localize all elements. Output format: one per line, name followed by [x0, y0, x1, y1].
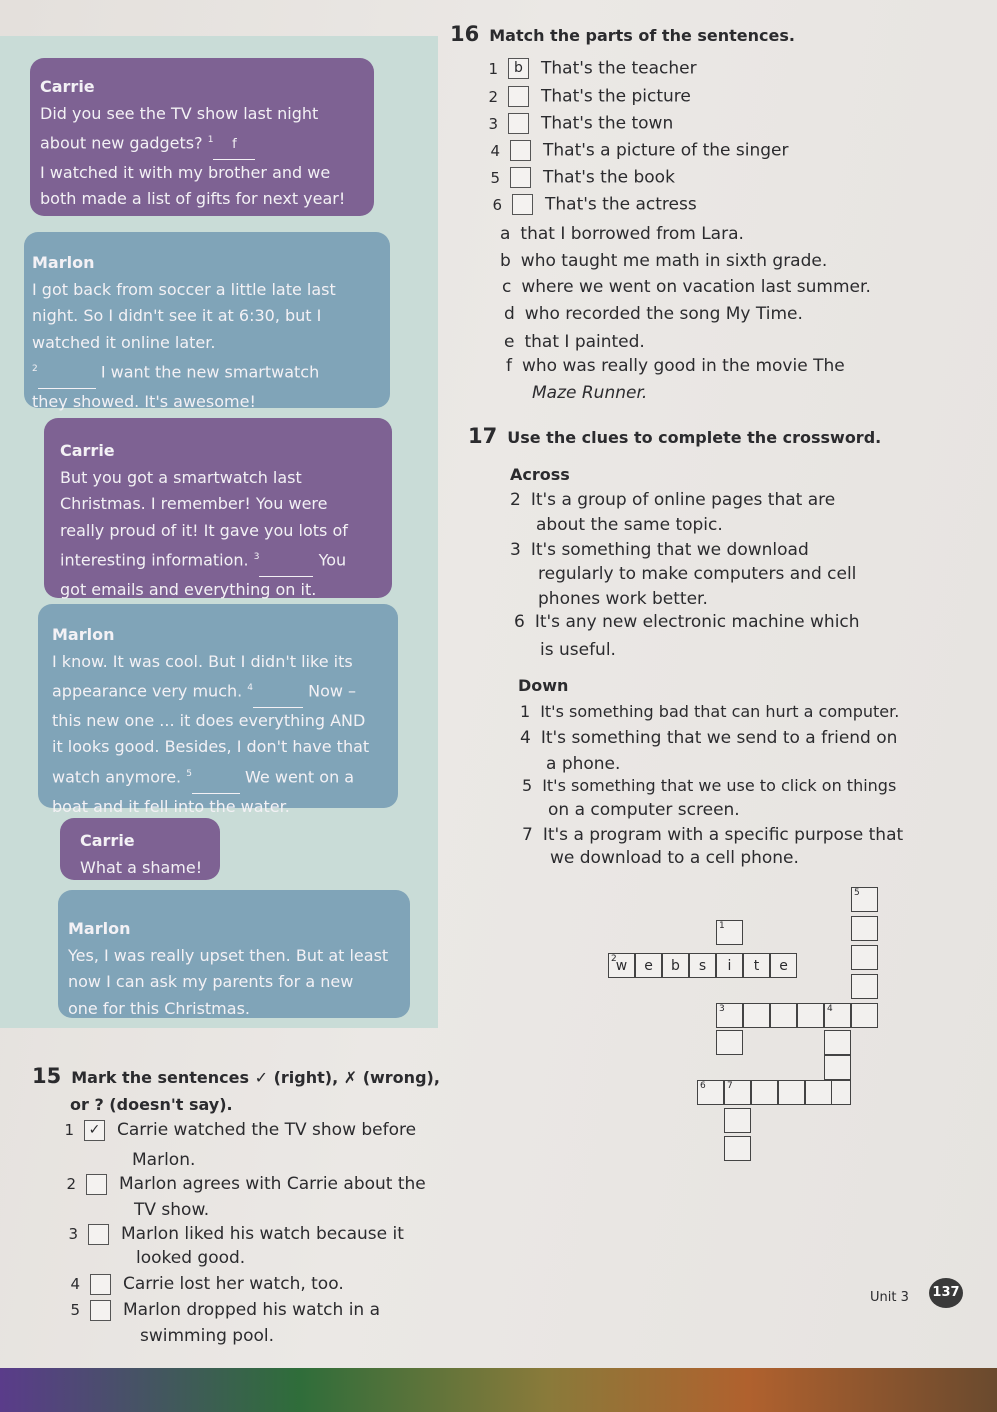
- ex15-item-3: 3 Marlon liked his watch because it: [68, 1224, 404, 1244]
- crossword-cell-filled[interactable]: [635, 953, 662, 978]
- bubble-line: really proud of it! It gave you lots of: [60, 520, 348, 540]
- ex15-item-5-line2: swimming pool.: [140, 1326, 275, 1346]
- ex16-ending-b: b who taught me math in sixth grade.: [500, 251, 828, 271]
- bubble-line: got emails and everything on it.: [60, 579, 317, 599]
- bubble-line: now I can ask my parents for a new: [68, 972, 354, 991]
- across-clue-3-line3: phones work better.: [538, 589, 708, 609]
- bubble-line: this new one ... it does everything AND: [52, 710, 366, 730]
- crossword-cell-filled[interactable]: [716, 953, 743, 978]
- speaker-name: Marlon: [52, 625, 115, 644]
- crossword-letter: b: [671, 958, 680, 974]
- answer-blank-1[interactable]: f: [213, 132, 255, 160]
- match-box-3[interactable]: [508, 113, 529, 134]
- crossword-cell[interactable]: [716, 1030, 743, 1055]
- chat-bubble-marlon-3: [58, 890, 410, 1018]
- crossword-cell-filled[interactable]: [743, 953, 770, 978]
- ex15-item-5: 5 Marlon dropped his watch in a: [70, 1300, 381, 1320]
- answer-checkbox-3[interactable]: [88, 1224, 109, 1245]
- crossword-letter: t: [753, 958, 760, 974]
- bubble-line: watched it online later.: [32, 332, 216, 352]
- crossword-clue-number: 1: [719, 921, 725, 931]
- ex15-item-4: 4 Carrie lost her watch, too.: [70, 1274, 344, 1294]
- speaker-name: Carrie: [80, 831, 135, 850]
- ex16-item-5: 5 That's the book: [490, 167, 675, 188]
- ex15-item-1-line2: Marlon.: [132, 1150, 196, 1170]
- answer-blank-5[interactable]: [192, 766, 240, 794]
- ex16-ending-d: d who recorded the song My Time.: [504, 304, 803, 324]
- across-clue-2-line2: about the same topic.: [536, 515, 723, 535]
- crossword-cell[interactable]: [851, 916, 878, 941]
- crossword-letter: w: [615, 958, 628, 974]
- bubble-line: night. So I didn't see it at 6:30, but I: [32, 306, 322, 325]
- bubble-line: I got back from soccer a little late last: [32, 279, 336, 299]
- down-clue-4: 4 It's something that we send to a friend on: [520, 728, 898, 748]
- crossword-clue-number: 7: [727, 1081, 733, 1091]
- ex15-item-1: 1 ✓ Carrie watched the TV show before: [64, 1120, 417, 1140]
- crossword-cell[interactable]: [778, 1080, 805, 1105]
- crossword-cell[interactable]: [770, 1003, 797, 1028]
- crossword-clue-number: 3: [719, 1004, 725, 1014]
- answer-blank-4[interactable]: [253, 680, 303, 708]
- crossword-cell-filled[interactable]: [608, 953, 635, 978]
- answer-blank-3[interactable]: [259, 549, 313, 577]
- exercise-17-title: 17 Use the clues to complete the crossword.: [468, 424, 882, 448]
- crossword-cell-filled[interactable]: [662, 953, 689, 978]
- answer-checkbox-2[interactable]: [86, 1174, 107, 1195]
- bubble-line: Yes, I was really upset then. But at least: [68, 945, 389, 965]
- down-clue-5-line2: on a computer screen.: [548, 800, 740, 820]
- crossword-letter: e: [644, 958, 653, 974]
- crossword-letter: i: [727, 958, 732, 974]
- ex16-item-4: 4 That's a picture of the singer: [490, 140, 789, 161]
- crossword-cell[interactable]: [724, 1136, 751, 1161]
- match-box-1[interactable]: b: [508, 58, 529, 79]
- ex16-ending-e: e that I painted.: [504, 332, 645, 352]
- ex16-ending-c: c where we went on vacation last summer.: [502, 277, 871, 297]
- ex16-item-3: 3 That's the town: [488, 113, 674, 134]
- crossword-clue-number: 4: [827, 1004, 833, 1014]
- crossword-cell[interactable]: [824, 1003, 851, 1028]
- bubble-line: I watched it with my brother and we: [40, 162, 331, 182]
- crossword-cell[interactable]: [697, 1080, 724, 1105]
- unit-label: Unit 3: [870, 1290, 909, 1305]
- crossword-cell[interactable]: [851, 887, 878, 912]
- crossword-letter: e: [779, 958, 788, 974]
- crossword-cell[interactable]: [851, 945, 878, 970]
- crossword-clue-number: 5: [854, 888, 860, 898]
- ex15-item-2: 2 Marlon agrees with Carrie about the: [66, 1174, 426, 1194]
- chat-bubble-carrie-1: [30, 58, 374, 216]
- ex16-ending-f-line2: Maze Runner.: [532, 383, 648, 403]
- crossword-cell-filled[interactable]: [770, 953, 797, 978]
- bubble-line: Christmas. I remember! You were: [60, 494, 328, 513]
- bubble-line: interesting information. $^3$ You: [60, 544, 380, 577]
- bubble-line: they showed. It's awesome!: [32, 391, 256, 411]
- down-clue-1: 1 It's something bad that can hurt a computer.: [520, 702, 900, 721]
- answer-blank-2[interactable]: [38, 361, 96, 389]
- crossword-cell[interactable]: [724, 1108, 751, 1133]
- background-strip: [0, 1368, 997, 1412]
- chat-bubble-carrie-3: [60, 818, 220, 880]
- answer-checkbox-4[interactable]: [90, 1274, 111, 1295]
- ex16-item-6: 6 That's the actress: [492, 194, 697, 215]
- ex15-item-2-line2: TV show.: [134, 1200, 210, 1220]
- crossword-cell[interactable]: [751, 1080, 778, 1105]
- ex15-item-3-line2: looked good.: [136, 1248, 246, 1268]
- across-clue-6-line2: is useful.: [540, 640, 616, 660]
- chat-bubble-marlon-1: [24, 232, 390, 411]
- match-box-5[interactable]: [510, 167, 531, 188]
- page-number: 137: [929, 1278, 963, 1308]
- crossword-cell-filled[interactable]: [689, 953, 716, 978]
- ex16-ending-a: a that I borrowed from Lara.: [500, 224, 744, 244]
- exercise-15-title-line2: or ? (doesn't say).: [70, 1095, 233, 1114]
- crossword-cell[interactable]: [797, 1003, 824, 1028]
- across-label: Across: [510, 465, 570, 484]
- ex16-item-1: 1 b That's the teacher: [488, 58, 697, 79]
- down-clue-5: 5 It's something that we use to click on things: [522, 776, 897, 795]
- speaker-name: Carrie: [40, 77, 95, 96]
- ex16-item-2: 2 That's the picture: [488, 86, 691, 107]
- crossword-cell[interactable]: [824, 1055, 851, 1080]
- crossword-cell[interactable]: [805, 1080, 832, 1105]
- across-clue-2: 2 It's a group of online pages that are: [510, 490, 836, 510]
- speaker-name: Marlon: [68, 919, 131, 938]
- crossword-cell[interactable]: [824, 1030, 851, 1055]
- crossword-cell[interactable]: [724, 1080, 751, 1105]
- chat-bubble-marlon-2: [38, 604, 398, 816]
- crossword-cell[interactable]: [716, 1003, 743, 1028]
- exercise-15-title: 15 Mark the sentences ✓ (right), ✗ (wrong),: [32, 1064, 440, 1088]
- across-clue-3-line2: regularly to make computers and cell: [538, 564, 857, 584]
- crossword-clue-number: 6: [700, 1081, 706, 1091]
- across-clue-6: 6 It's any new electronic machine which: [514, 612, 860, 632]
- bubble-line: But you got a smartwatch last: [60, 467, 302, 487]
- down-clue-7: 7 It's a program with a specific purpose that: [522, 825, 904, 845]
- bubble-line: Did you see the TV show last night: [40, 103, 319, 123]
- speaker-name: Carrie: [60, 441, 115, 460]
- crossword-cell[interactable]: [716, 920, 743, 945]
- bubble-line: watch anymore. $^5$ We went on a: [52, 761, 388, 794]
- crossword-cell[interactable]: [851, 1003, 878, 1028]
- bubble-line: What a shame!: [80, 857, 203, 877]
- down-label: Down: [518, 676, 569, 695]
- bubble-line: one for this Christmas.: [68, 998, 250, 1018]
- across-clue-3: 3 It's something that we download: [510, 540, 809, 560]
- bubble-line: both made a list of gifts for next year!: [40, 189, 346, 209]
- crossword-cell[interactable]: [851, 974, 878, 999]
- ex16-ending-f: f who was really good in the movie The: [506, 356, 845, 376]
- down-clue-7-line2: we download to a cell phone.: [550, 848, 799, 868]
- bubble-line: $^2$ I want the new smartwatch: [32, 356, 382, 389]
- match-box-2[interactable]: [508, 86, 529, 107]
- crossword-cell[interactable]: [743, 1003, 770, 1028]
- answer-checkbox-1[interactable]: ✓: [84, 1120, 105, 1141]
- bubble-line: about new gadgets? $^1$ f: [40, 127, 364, 160]
- bubble-line: I know. It was cool. But I didn't like its: [52, 651, 353, 671]
- match-box-6[interactable]: [512, 194, 533, 215]
- bubble-line: it looks good. Besides, I don't have that: [52, 737, 370, 757]
- speaker-name: Marlon: [32, 253, 95, 272]
- answer-checkbox-5[interactable]: [90, 1300, 111, 1321]
- bubble-line: appearance very much. $^4$ Now –: [52, 675, 388, 708]
- crossword-letter: s: [698, 958, 707, 974]
- crossword-clue-number: 2: [611, 954, 617, 964]
- down-clue-4-line2: a phone.: [546, 754, 621, 774]
- bubble-line: boat and it fell into the water.: [52, 796, 290, 816]
- chat-bubble-carrie-2: [44, 418, 392, 598]
- match-box-4[interactable]: [510, 140, 531, 161]
- exercise-16-title: 16 Match the parts of the sentences.: [450, 22, 795, 46]
